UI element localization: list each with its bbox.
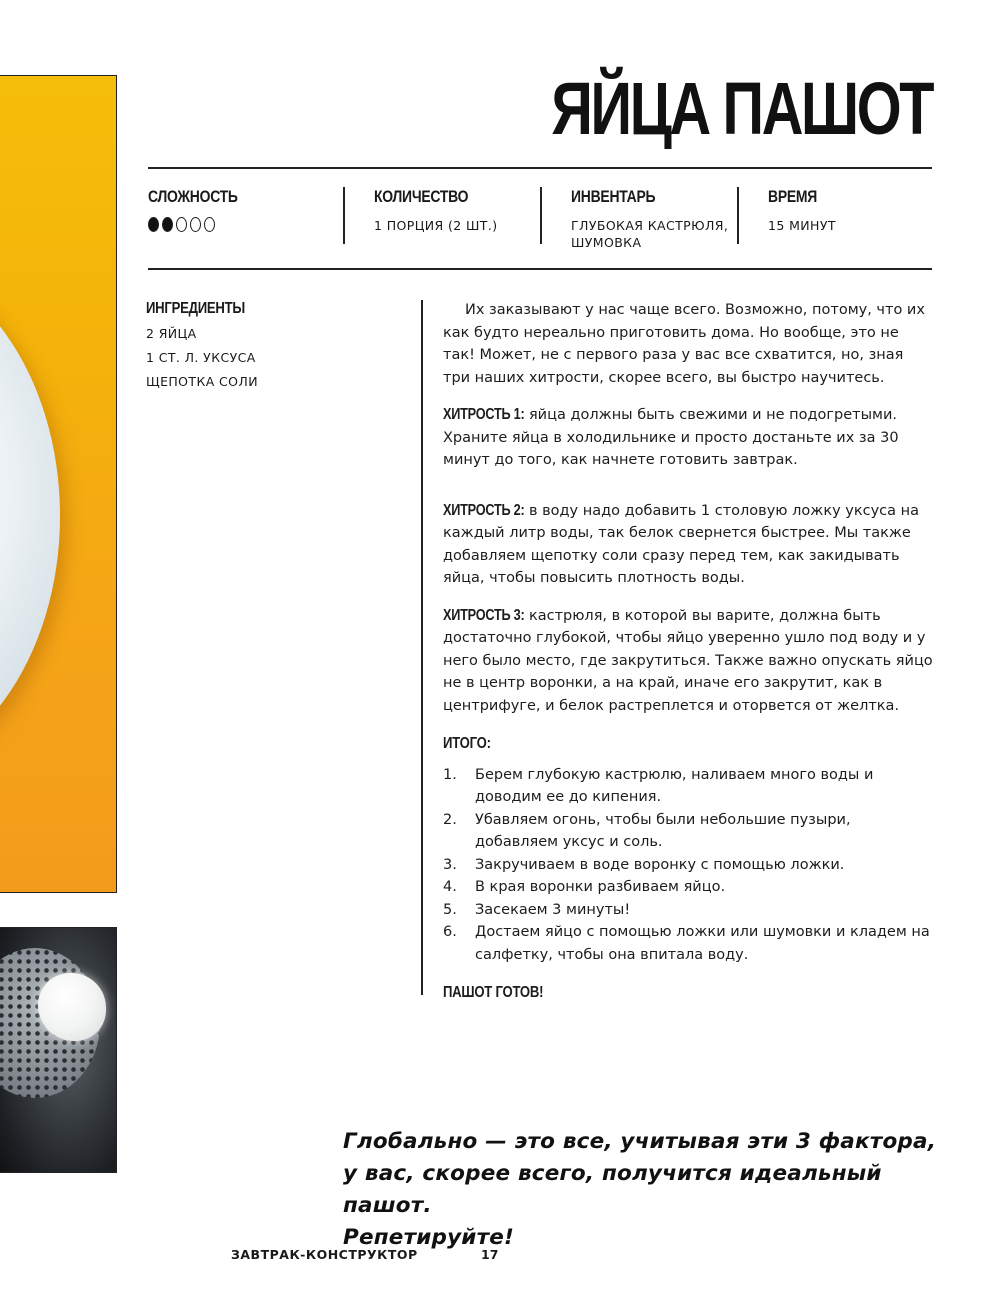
equipment-label: ИНВЕНТАРЬ <box>571 187 656 206</box>
tip-2 <box>443 500 933 590</box>
time-label: ВРЕМЯ <box>768 187 818 206</box>
egg-empty-icon <box>204 217 215 232</box>
photo-plate-on-orange <box>0 75 117 893</box>
step-text: Убавляем огонь, чтобы были небольшие пузыри, добавляем уксус и соль. <box>475 811 851 850</box>
plate <box>0 256 60 776</box>
photo-poached-egg-skimmer <box>0 927 117 1173</box>
step-text: Закручиваем в воде воронку с помощью ложки. <box>475 856 845 873</box>
poached-egg <box>38 973 106 1041</box>
page-title: ЯЙЦА ПАШОТ <box>551 67 932 150</box>
ready-label: ПАШОТ ГОТОВ! <box>443 984 544 1001</box>
step-item <box>443 809 933 854</box>
step-number: 3. <box>443 856 457 873</box>
info-time <box>768 187 836 234</box>
egg-empty-icon <box>176 217 187 232</box>
ingredient-item: ЩЕПОТКА СОЛИ <box>146 374 258 389</box>
tip-1-head: ХИТРОСТЬ 1: <box>443 406 525 423</box>
equipment-value-line2: ШУМОВКА <box>571 235 642 250</box>
step-text: Засекаем 3 минуты! <box>475 901 631 918</box>
egg-filled-icon <box>148 217 159 232</box>
step-number: 4. <box>443 879 457 895</box>
steps-list <box>443 764 933 967</box>
time-value: 15 МИНУТ <box>768 218 836 233</box>
page-number: 17 <box>481 1247 499 1262</box>
step-number: 6. <box>443 924 457 940</box>
divider-vertical <box>737 187 739 244</box>
equipment-value-line1: ГЛУБОКАЯ КАСТРЮЛЯ, <box>571 218 729 233</box>
note-line: Репетируйте! <box>343 1225 515 1250</box>
column-divider <box>421 300 423 995</box>
step-text: Берем глубокую кастрюлю, наливаем много воды и доводим ее до кипения. <box>475 766 874 805</box>
handwritten-note <box>343 1126 943 1254</box>
divider-vertical <box>343 187 345 244</box>
ingredient-item: 1 СТ. Л. УКСУСА <box>146 350 256 365</box>
tip-3-text: кастрюля, в которой вы варите, должна быть достаточно глубокой, чтобы яйцо уверенно ушло под воду и у него было место, где закрутиться. Также важно опускать яйцо не в центр воронки, а на край, иначе его закрутит, как в центрифуге, и белок растреплется и оторвется от желтка. <box>443 607 933 714</box>
step-number: 5. <box>443 901 457 918</box>
intro-paragraph: Их заказывают у нас чаще всего. Возможно, потому, что их как будто нереально приготовить дома. Но вообще, это не так! Может, не с первого раза у вас все схватится, но, зная три наших хитрости, скорее всего, вы быстро научитесь. <box>443 302 925 386</box>
step-text: В края воронки разбиваем яйцо. <box>475 879 726 895</box>
tip-2-head: ХИТРОСТЬ 2: <box>443 501 525 519</box>
step-item <box>443 921 933 966</box>
recipe-text <box>443 299 933 1005</box>
note-line: у вас, скорее всего, получится идеальный пашот. <box>343 1161 882 1218</box>
ingredients-label: ИНГРЕДИЕНТЫ <box>146 300 246 317</box>
step-item <box>443 899 933 922</box>
difficulty-label: СЛОЖНОСТЬ <box>148 187 238 206</box>
info-difficulty <box>148 187 257 232</box>
info-quantity <box>374 187 497 234</box>
info-equipment <box>571 187 728 251</box>
divider-vertical <box>540 187 542 244</box>
tip-1-text: яйца должны быть свежими и не подогретыми. Храните яйца в холодильнике и просто достаньте их за 30 минут до того, как начнете готовить завтрак. <box>443 407 899 468</box>
equipment-value <box>571 217 728 251</box>
quantity-label: КОЛИЧЕСТВО <box>374 187 469 206</box>
tip-1 <box>443 404 933 472</box>
note-line: Глобально — это все, учитывая эти 3 фактора, <box>343 1129 937 1154</box>
step-item <box>443 876 933 899</box>
tip-3-head: ХИТРОСТЬ 3: <box>443 606 525 624</box>
footer-book-title: ЗАВТРАК-КОНСТРУКТОР <box>231 1247 418 1262</box>
quantity-value: 1 ПОРЦИЯ (2 ШТ.) <box>374 218 498 233</box>
egg-filled-icon <box>162 217 173 232</box>
tip-3 <box>443 605 933 718</box>
divider-bottom <box>148 268 932 270</box>
tip-2-text: в воду надо добавить 1 столовую ложку уксуса на каждый литр воды, так белок свернется быстрее. Мы также добавляем щепотку соли сразу перед тем, как закидывать яйца, чтобы повысить плотность воды. <box>443 502 919 586</box>
egg-empty-icon <box>190 217 201 232</box>
divider-top <box>148 167 932 169</box>
step-item <box>443 854 933 877</box>
summary-label: ИТОГО: <box>443 735 491 752</box>
step-text: Достаем яйцо с помощью ложки или шумовки и кладем на салфетку, чтобы она впитала воду. <box>475 924 930 963</box>
ingredient-item: 2 ЯЙЦА <box>146 326 197 341</box>
ingredients <box>146 300 396 390</box>
difficulty-rating <box>148 217 257 232</box>
step-number: 2. <box>443 811 457 828</box>
step-number: 1. <box>443 766 457 783</box>
step-item <box>443 764 933 809</box>
